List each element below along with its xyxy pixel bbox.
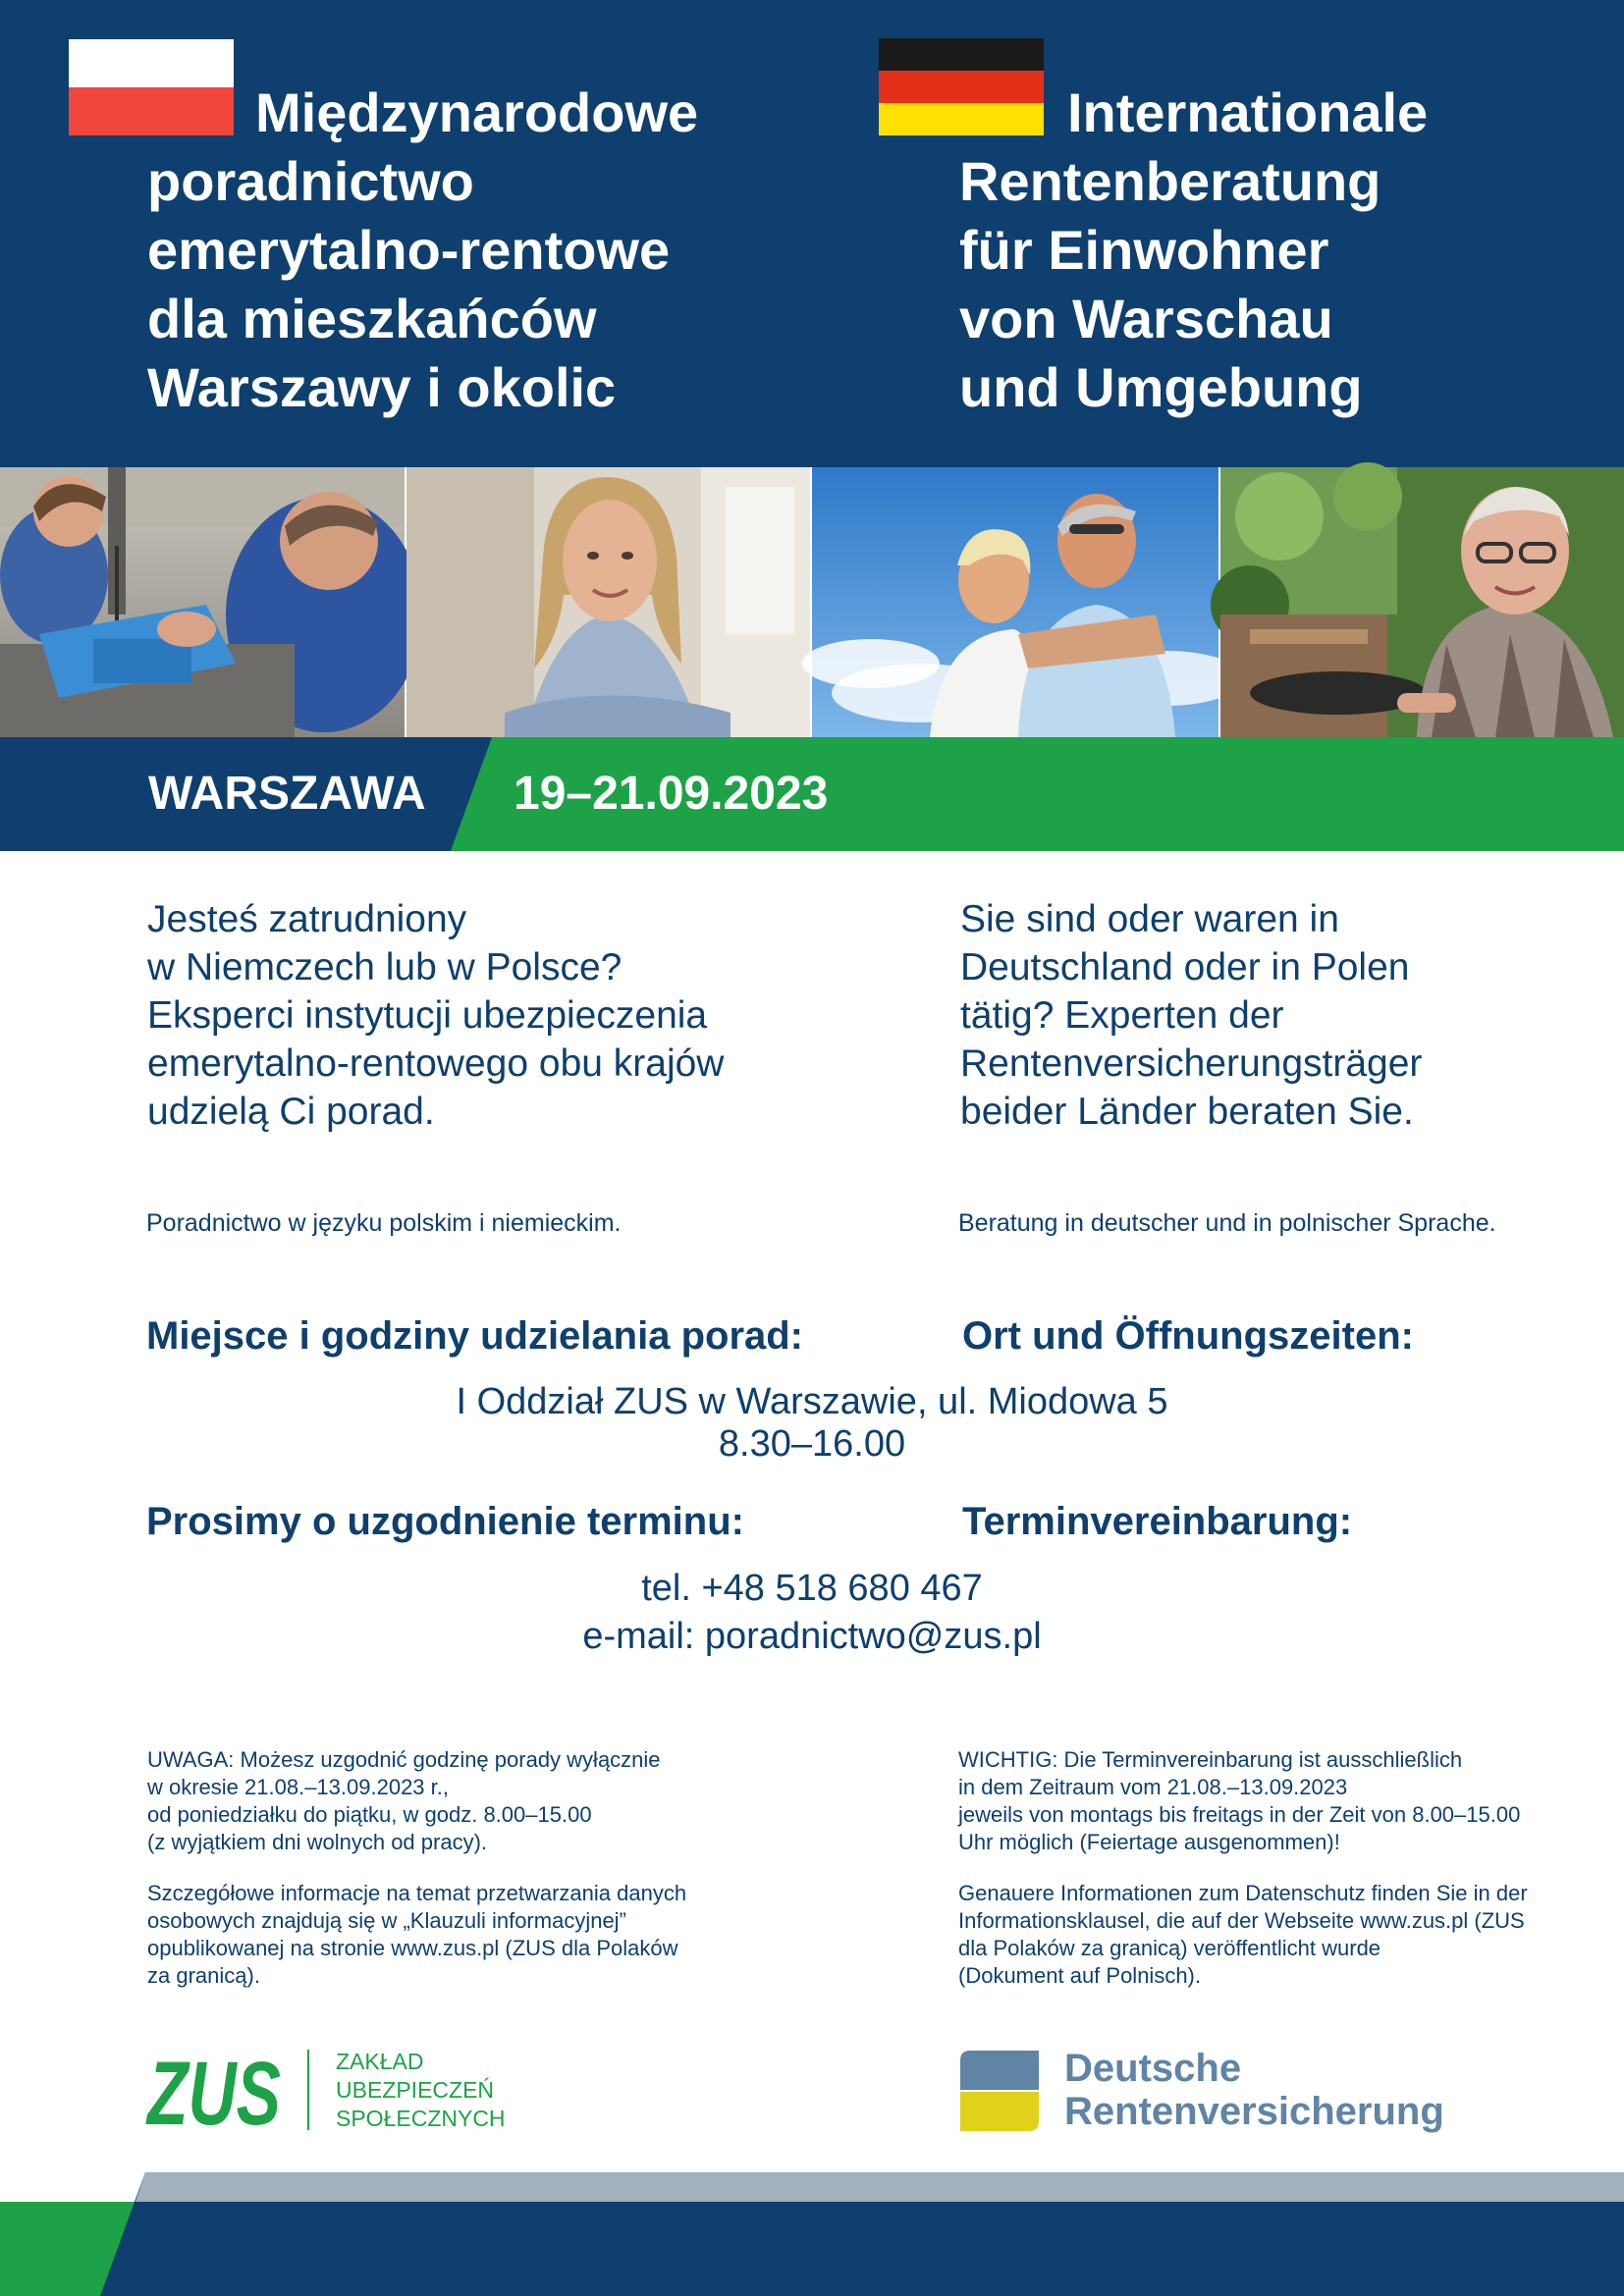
zus-logo (144, 2044, 283, 2144)
german-intro-line: Sie sind oder waren in (960, 898, 1339, 940)
photo-strip (0, 467, 1624, 737)
polish-flag-icon (69, 39, 234, 135)
polish-location-heading: Miejsce i godziny udzielania porad: (146, 1314, 804, 1358)
german-title-line-2: Rentenberatung (959, 150, 1381, 212)
venue-address: I Oddział ZUS w Warszawie, ul. Miodowa 5 (456, 1381, 1168, 1422)
polish-language-note: Poradnictwo w języku polskim i niemieckim. (146, 1209, 622, 1237)
german-flag-icon (879, 38, 1044, 134)
note-line: (z wyjątkiem dni wolnych od pracy). (147, 1830, 488, 1854)
footer-gray-strip (0, 2172, 1624, 2202)
zus-name-line: ZAKŁAD (336, 2049, 424, 2074)
note-line: dla Polaków za granicą) veröffentlicht wurde (958, 1936, 1381, 1960)
polish-title-line-3: emerytalno-rentowe (147, 219, 671, 281)
german-location-heading: Ort und Öffnungszeiten: (962, 1314, 1414, 1358)
note-line: jeweils von montags bis freitags in der Zeit von 8.00–15.00 (958, 1802, 1521, 1827)
polish-intro-line: Eksperci instytucji ubezpieczenia (147, 994, 708, 1037)
contact-email[interactable]: e-mail: poradnictwo@zus.pl (582, 1616, 1042, 1657)
note-line: UWAGA: Możesz uzgodnić godzinę porady wyłącznie (147, 1747, 661, 1772)
zus-logo-name (336, 2048, 506, 2133)
zus-name-line: SPOŁECZNYCH (336, 2106, 506, 2131)
polish-intro-line: emerytalno-rentowego obu krajów (147, 1042, 725, 1085)
note-line: opublikowanej na stronie www.zus.pl (ZUS dla Polaków (147, 1936, 678, 1960)
drv-logo-icon (960, 2051, 1039, 2131)
note-line: WICHTIG: Die Terminvereinbarung ist ausschließlich (958, 1747, 1463, 1772)
workshop-apprentice-photo (0, 467, 405, 737)
drv-name-line: Deutsche (1064, 2047, 1242, 2090)
note-line: za granicą). (147, 1963, 260, 1988)
german-intro-line: Rentenversicherungsträger (960, 1042, 1423, 1085)
zus-logo-mark-icon (144, 2044, 283, 2144)
event-dates: 19–21.09.2023 (514, 768, 829, 820)
polish-warning-note (147, 1746, 661, 1856)
polish-intro (147, 895, 724, 1136)
german-intro-line: beider Länder beraten Sie. (960, 1091, 1414, 1133)
polish-title-line-5: Warszawy i okolic (147, 356, 617, 418)
german-language-note: Beratung in deutscher und in polnischer Sprache. (958, 1209, 1496, 1237)
note-line: in dem Zeitraum vom 21.08.–13.09.2023 (958, 1775, 1348, 1799)
note-line: Szczegółowe informacje na temat przetwarzania danych (147, 1881, 687, 1905)
german-appointment-heading: Terminvereinbarung: (962, 1500, 1353, 1543)
zus-logo-mark: ZUS (144, 2044, 281, 2144)
smiling-woman-photo (406, 467, 810, 737)
german-title-line-4: von Warschau (959, 288, 1333, 349)
senior-man-garden-photo (1220, 467, 1624, 737)
polish-privacy-note (147, 1880, 686, 1990)
german-intro (960, 895, 1422, 1136)
zus-name-line: UBEZPIECZEŃ (336, 2077, 495, 2103)
polish-intro-line: udzielą Ci porad. (147, 1091, 435, 1133)
note-line: osobowych znajdują się w „Klauzuli informacyjnej” (147, 1908, 626, 1933)
polish-intro-line: Jesteś zatrudniony (147, 898, 467, 940)
german-warning-note (958, 1746, 1520, 1856)
event-city: WARSZAWA (148, 768, 426, 820)
polish-title-line-1: Międzynarodowe (255, 81, 699, 143)
polish-appointment-heading: Prosimy o uzgodnienie terminu: (146, 1500, 744, 1543)
note-line: od poniedziałku do piątku, w godz. 8.00–15.00 (147, 1802, 592, 1827)
german-title-line-5: und Umgebung (959, 356, 1363, 418)
german-intro-line: tätig? Experten der (960, 994, 1284, 1037)
german-privacy-note (958, 1880, 1528, 1990)
note-line: Uhr möglich (Feiertage ausgenommen)! (958, 1830, 1340, 1854)
note-line: Genauere Informationen zum Datenschutz finden Sie in der (958, 1881, 1528, 1905)
polish-title-line-4: dla mieszkańców (147, 288, 597, 349)
opening-hours: 8.30–16.00 (718, 1423, 906, 1465)
senior-couple-sky-photo (812, 467, 1218, 737)
german-title-line-3: für Einwohner (959, 219, 1329, 281)
polish-intro-line: w Niemczech lub w Polsce? (147, 946, 623, 988)
contact-phone[interactable]: tel. +48 518 680 467 (641, 1568, 983, 1609)
zus-logo-divider (307, 2050, 309, 2130)
german-intro-line: Deutschland oder in Polen (960, 946, 1410, 988)
note-line: (Dokument auf Polnisch). (958, 1963, 1201, 1988)
drv-logo-name (1064, 2047, 1444, 2133)
note-line: w okresie 21.08.–13.09.2023 r., (147, 1775, 449, 1799)
german-title-line-1: Internationale (1067, 81, 1429, 143)
drv-name-line: Rentenversicherung (1064, 2090, 1444, 2133)
note-line: Informationsklausel, die auf der Webseite www.zus.pl (ZUS (958, 1908, 1525, 1933)
polish-title-line-2: poradnictwo (147, 150, 474, 212)
